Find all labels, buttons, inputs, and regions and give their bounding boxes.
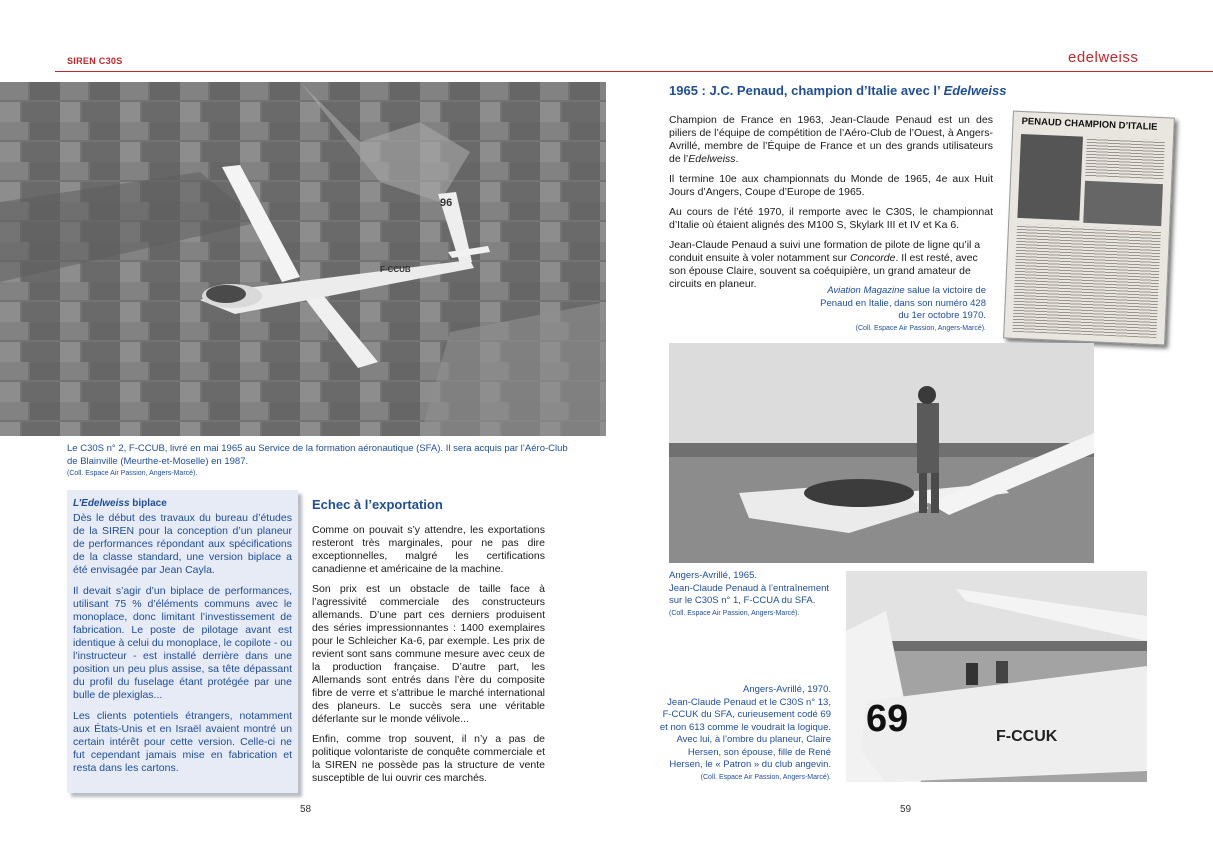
glider-number: 69 bbox=[866, 698, 909, 740]
text-run: Champion de France en 1963, Jean-Claude Penaud est un des piliers de l’équipe de compétition de l’Aéro-Club de l’Ouest, à Angers-Avrillé, membre de l’Équipe de France et un des grands utilisateurs de l’ bbox=[669, 114, 993, 165]
page-number-right: 59 bbox=[900, 804, 912, 815]
header-rule bbox=[55, 71, 1213, 72]
glider-registration: F-CCUK bbox=[996, 728, 1058, 745]
caption-line: et non 613 comme le voudrait la logique. bbox=[659, 721, 831, 733]
photo3-caption bbox=[640, 684, 831, 784]
caption-line: Jean-Claude Penaud à l’entraînement bbox=[669, 582, 830, 594]
clipping-text-block bbox=[1012, 224, 1161, 338]
sidebar-paragraph: Les clients potentiels étrangers, notamment aux États-Unis et en Israël avaient montré un certain intérêt pour cette version. Celle-ci ne fut cependant jamais mise en fabrication et resta dans les cartons. bbox=[73, 710, 292, 774]
glider-registration: F-CCUB bbox=[380, 265, 411, 274]
export-heading: Echec à l’exportation bbox=[312, 497, 443, 512]
caption-line: Angers-Avrillé, 1970. bbox=[742, 684, 831, 695]
caption-line: Hersen, son épouse, fille de René bbox=[687, 746, 831, 758]
biplace-sidebar bbox=[67, 490, 298, 793]
sidebar-title bbox=[73, 498, 292, 509]
caption-line: Avec lui, à l’ombre du planeur, Claire bbox=[676, 734, 831, 745]
export-paragraph: Enfin, comme trop souvent, il n’y a pas de politique volontariste de conquête commerciale et la SIREN ne possède pas la structure de vente susceptible de lui ouvrir ces marchés. bbox=[312, 733, 545, 784]
caption-line bbox=[790, 285, 986, 298]
caption-text: salue la victoire de bbox=[904, 285, 986, 296]
pilot-training-photo bbox=[669, 343, 1094, 563]
photo1-caption bbox=[67, 443, 607, 481]
penaud-paragraph bbox=[669, 239, 993, 291]
clipping-photo-group bbox=[1083, 181, 1163, 226]
caption-line: F-CCUK du SFA, curieusement codé 69 bbox=[662, 709, 831, 720]
export-article bbox=[312, 524, 545, 792]
running-header-logo: edelweiss bbox=[1068, 49, 1139, 66]
text-run: Jean-Claude Penaud a suivi une formation de pilote de ligne qu’il a conduit ensuite à voler notamment sur bbox=[669, 239, 981, 264]
photo-credit: (Coll. Espace Air Passion, Angers-Marcé). bbox=[855, 324, 986, 332]
photo-credit: (Coll. Espace Air Passion, Angers-Marcé). bbox=[67, 470, 198, 477]
caption-line: sur le C30S n° 1, F-CCUA du SFA. bbox=[669, 595, 816, 606]
sidebar-title-italic: L’Edelweiss bbox=[73, 498, 130, 509]
caption-line: de Blainville (Meurthe-et-Moselle) en 1987. bbox=[67, 455, 249, 467]
page-number-left: 58 bbox=[300, 804, 312, 815]
penaud-paragraph: Au cours de l’été 1970, il remporte avec le C30S, le championnat d’Italie où étaient alignés des M100 S, Skylark III et IV et Ka 6. bbox=[669, 206, 993, 231]
caption-italic: Aviation Magazine bbox=[827, 285, 905, 296]
caption-line: Penaud en Italie, dans son numéro 428 bbox=[820, 297, 986, 309]
penaud-paragraph: Il termine 10e aux championnats du Monde de 1965, 4e aux Huit Jours d’Angers, Coupe d’Europe de 1965. bbox=[669, 173, 993, 198]
caption-line: du 1er octobre 1970. bbox=[898, 310, 986, 321]
text-run: . Il est resté, avec son épouse Claire, souvent sa coéquipière, un grand amateur de circuits en planeur. bbox=[669, 252, 978, 290]
sidebar-title-rest: biplace bbox=[129, 498, 167, 509]
penaud-heading bbox=[669, 83, 1006, 98]
export-paragraph: Son prix est un obstacle de taille face à l’agressivité commerciale des constructeurs allemands. D’une part ces derniers produisent des séries impressionnantes : 1400 exemplaires pour le Schleicher Ka-6, par exemple. Les prix de revient sont sans commune mesure avec ceux de la production française. D’autre part, les Allemands sont entrés dans l’ère du composite fibre de verre et s’attribue le marché international des planeurs. Le succès sera une véritable déferlante sur le monde vélivole... bbox=[312, 583, 545, 725]
clipping-text-block bbox=[1085, 137, 1165, 180]
photo-credit: (Coll. Espace Air Passion, Angers-Marcé). bbox=[700, 773, 831, 781]
glider-aerial-photo bbox=[0, 82, 606, 436]
sidebar-paragraph: Dès le début des travaux du bureau d’études de la SIREN pour la conception d’un planeur de performances répondant aux spécifications de la classe standard, une version biplace a été envisagée par Jean Cayla. bbox=[73, 512, 292, 576]
caption-line: Le C30S n° 2, F-CCUB, livré en mai 1965 au Service de la formation aéronautique (SFA). Il sera acquis par l’Aéro-Club bbox=[67, 443, 568, 454]
clipping-photo-portrait bbox=[1017, 134, 1083, 221]
fin-number: 96 bbox=[440, 197, 453, 209]
penaud-paragraph bbox=[669, 114, 993, 166]
text-italic: Edelweiss bbox=[688, 153, 736, 165]
penaud-article bbox=[669, 114, 993, 298]
photo-credit: (Coll. Espace Air Passion, Angers-Marcé). bbox=[669, 609, 800, 617]
running-header-left: SIREN C30S bbox=[67, 56, 123, 66]
clipping-headline: PENAUD CHAMPION D’ITALIE bbox=[1021, 115, 1158, 133]
caption-line: Hersen, le « Patron » du club angevin. bbox=[669, 759, 831, 770]
glider-69-photo bbox=[846, 571, 1147, 782]
penaud-heading-main: 1965 : J.C. Penaud, champion d’Italie avec l’ bbox=[669, 83, 944, 98]
penaud-heading-italic: Edelweiss bbox=[943, 83, 1007, 98]
clipping-caption bbox=[790, 285, 986, 335]
photo2-caption bbox=[669, 570, 869, 620]
caption-line: Jean-Claude Penaud et le C30S n° 13, bbox=[667, 696, 831, 708]
export-paragraph: Comme on pouvait s’y attendre, les exportations resteront très marginales, pour ne pas dire exceptionnelles, malgré les certifications canadienne et américaine de la machine. bbox=[312, 524, 545, 575]
sidebar-paragraph: Il devait s’agir d’un biplace de performances, utilisant 75 % d’éléments communs avec le monoplace, donc limitant l’investissement de fabrication. Le poste de pilotage avant est identique à celui du monoplace, le copilote - ou l’instructeur - est installé derrière dans une position un peu plus assise, sa tête dépassant du profil du fuselage étant protégée par une bulle de plexiglas... bbox=[73, 585, 292, 701]
text-run: . bbox=[735, 153, 739, 165]
newspaper-clipping bbox=[1003, 111, 1175, 346]
caption-line: Angers-Avrillé, 1965. bbox=[669, 570, 758, 581]
text-italic: Concorde bbox=[849, 252, 896, 264]
